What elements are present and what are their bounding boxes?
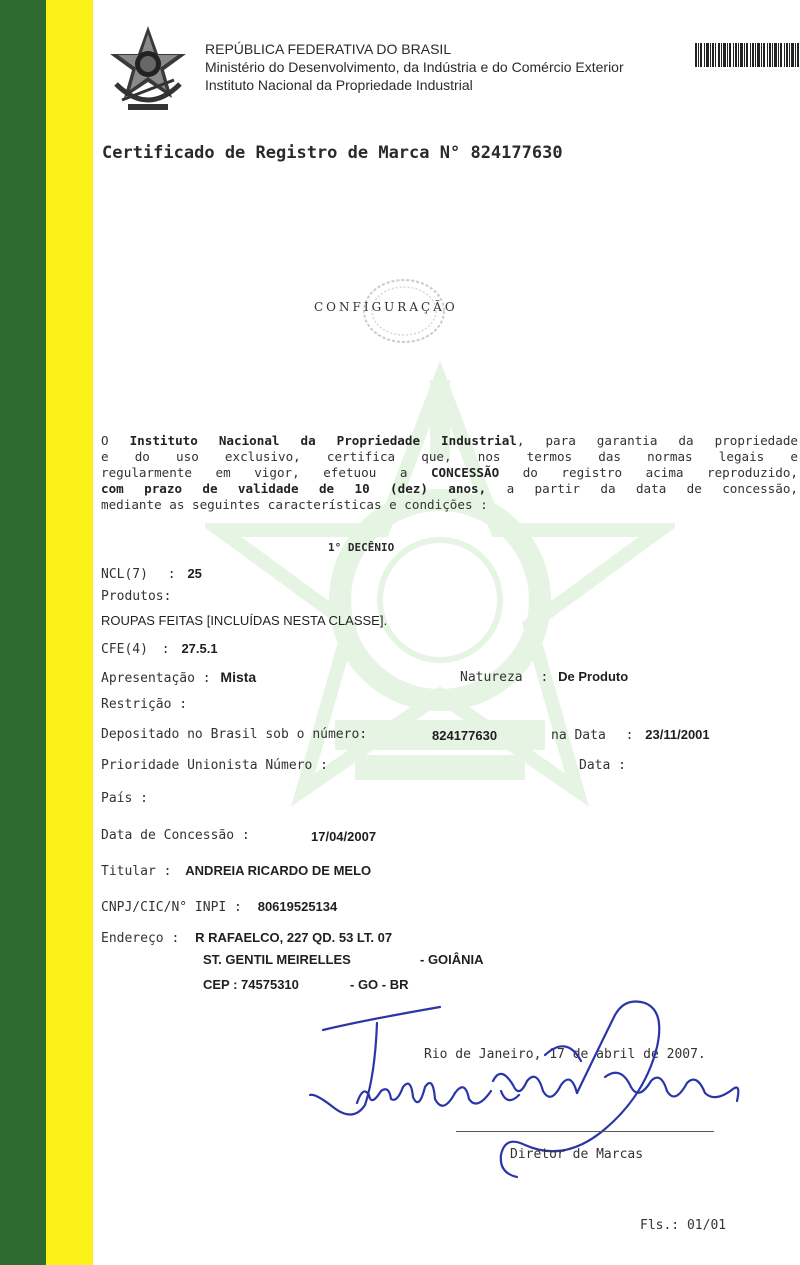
ncl-row xyxy=(101,566,202,582)
na-data-value: 23/11/2001 xyxy=(645,727,710,742)
na-data-row xyxy=(551,727,710,743)
endereco-line3-row xyxy=(203,977,299,993)
ncl-label: NCL(7) xyxy=(101,567,148,582)
intro-text: a partir da data de concessão, xyxy=(486,481,799,496)
header-ministry: Ministério do Desenvolvimento, da Indústria e do Comércio Exterior xyxy=(205,59,624,75)
natureza-label: Natureza xyxy=(460,670,523,685)
page-number xyxy=(640,1218,726,1233)
signatory xyxy=(510,1147,643,1162)
endereco-label: Endereço : xyxy=(101,931,180,946)
intro-institute: Instituto Nacional da Propriedade Industrial xyxy=(129,433,517,448)
restricao-label: Restrição : xyxy=(101,697,188,712)
cfe-separator: : xyxy=(161,642,170,657)
endereco-line1: R RAFAELCO, 227 QD. 53 LT. 07 xyxy=(195,930,393,945)
signatory-title: Diretor de Marcas xyxy=(510,1147,644,1162)
yellow-stripe xyxy=(46,0,93,1265)
intro-validity: com prazo de validade de 10 (dez) anos, xyxy=(101,481,487,496)
concessao-row xyxy=(101,828,250,843)
pais-label: País : xyxy=(101,791,148,806)
header-institute: Instituto Nacional da Propriedade Industrial xyxy=(205,77,473,93)
endereco-state-row xyxy=(350,977,409,993)
header-country: REPÚBLICA FEDERATIVA DO BRASIL xyxy=(205,41,452,57)
na-data-label: na Data xyxy=(551,728,606,743)
signature-line xyxy=(456,1131,714,1132)
intro-line: mediante as seguintes características e condições : xyxy=(101,497,488,512)
prioridade-label: Prioridade Unionista Número : xyxy=(101,758,328,773)
na-data-separator: : xyxy=(625,728,634,743)
intro-text: do registro acima reproduzido, xyxy=(499,465,799,480)
endereco-cep: CEP : 74575310 xyxy=(203,977,299,992)
concessao-date xyxy=(311,829,376,845)
cnpj-row xyxy=(101,899,337,915)
endereco-line2-row xyxy=(203,952,351,968)
cnpj-label: CNPJ/CIC/N° INPI : xyxy=(101,900,242,915)
endereco-row xyxy=(101,930,392,946)
cnpj-value: 80619525134 xyxy=(257,899,338,914)
concessao-value: 17/04/2007 xyxy=(311,829,377,844)
natureza-separator: : xyxy=(540,670,549,685)
page-number-text: Fls.: 01/01 xyxy=(640,1218,727,1233)
intro-text: , para garantia da propriedade xyxy=(516,433,798,448)
produtos-value xyxy=(101,613,387,629)
restricao-row xyxy=(101,697,187,712)
place-date-text: Rio de Janeiro, 17 de abril de 2007. xyxy=(424,1047,706,1062)
natureza-row xyxy=(460,669,628,685)
depositado-label: Depositado no Brasil sob o número: xyxy=(101,727,368,742)
green-stripe xyxy=(0,0,46,1265)
endereco-city-row xyxy=(420,952,484,968)
depositado-number xyxy=(432,728,497,744)
produtos-value-text: ROUPAS FEITAS [INCLUÍDAS NESTA CLASSE]. xyxy=(101,613,388,628)
pais-row xyxy=(101,791,148,806)
apresentacao-label: Apresentação : xyxy=(101,671,211,686)
cfe-value: 27.5.1 xyxy=(181,641,218,656)
apresentacao-row xyxy=(101,669,256,686)
brasil-coat-of-arms-icon xyxy=(108,24,188,118)
intro-text: regularmente em vigor, efetuou a xyxy=(101,465,431,480)
certificate-title: Certificado de Registro de Marca N° 824177630 xyxy=(102,143,563,163)
produtos-label xyxy=(101,589,171,604)
cfe-row xyxy=(101,641,218,657)
barcode xyxy=(695,43,799,67)
depositado-value: 824177630 xyxy=(432,728,498,743)
ncl-value: 25 xyxy=(187,566,202,581)
intro-line: e do uso exclusivo, certifica que, nos termos das normas legais e xyxy=(101,449,798,464)
intro-text: O xyxy=(101,433,130,448)
apresentacao-value: Mista xyxy=(220,669,257,685)
intro-paragraph xyxy=(101,433,798,513)
prioridade-data-label: Data : xyxy=(579,758,626,773)
decenio-heading: 1° DECÊNIO xyxy=(328,541,395,554)
natureza-value: De Produto xyxy=(558,669,629,684)
intro-concessao: CONCESSÃO xyxy=(430,465,500,480)
cfe-label: CFE(4) xyxy=(101,642,148,657)
institution-header xyxy=(205,40,624,94)
endereco-city: - GOIÂNIA xyxy=(420,952,484,967)
depositado-row xyxy=(101,727,367,742)
endereco-state: - GO - BR xyxy=(350,977,409,992)
prioridade-data-row xyxy=(579,758,626,773)
titular-row xyxy=(101,863,371,879)
endereco-line2: ST. GENTIL MEIRELLES xyxy=(203,952,351,967)
prioridade-row xyxy=(101,758,328,773)
concessao-label: Data de Concessão : xyxy=(101,828,250,843)
configuration-label: CONFIGURAÇÃO xyxy=(314,300,458,314)
ncl-separator: : xyxy=(167,567,176,582)
titular-label: Titular : xyxy=(101,864,172,879)
produtos-label-text: Produtos: xyxy=(101,589,172,604)
titular-value: ANDREIA RICARDO DE MELO xyxy=(185,863,372,878)
